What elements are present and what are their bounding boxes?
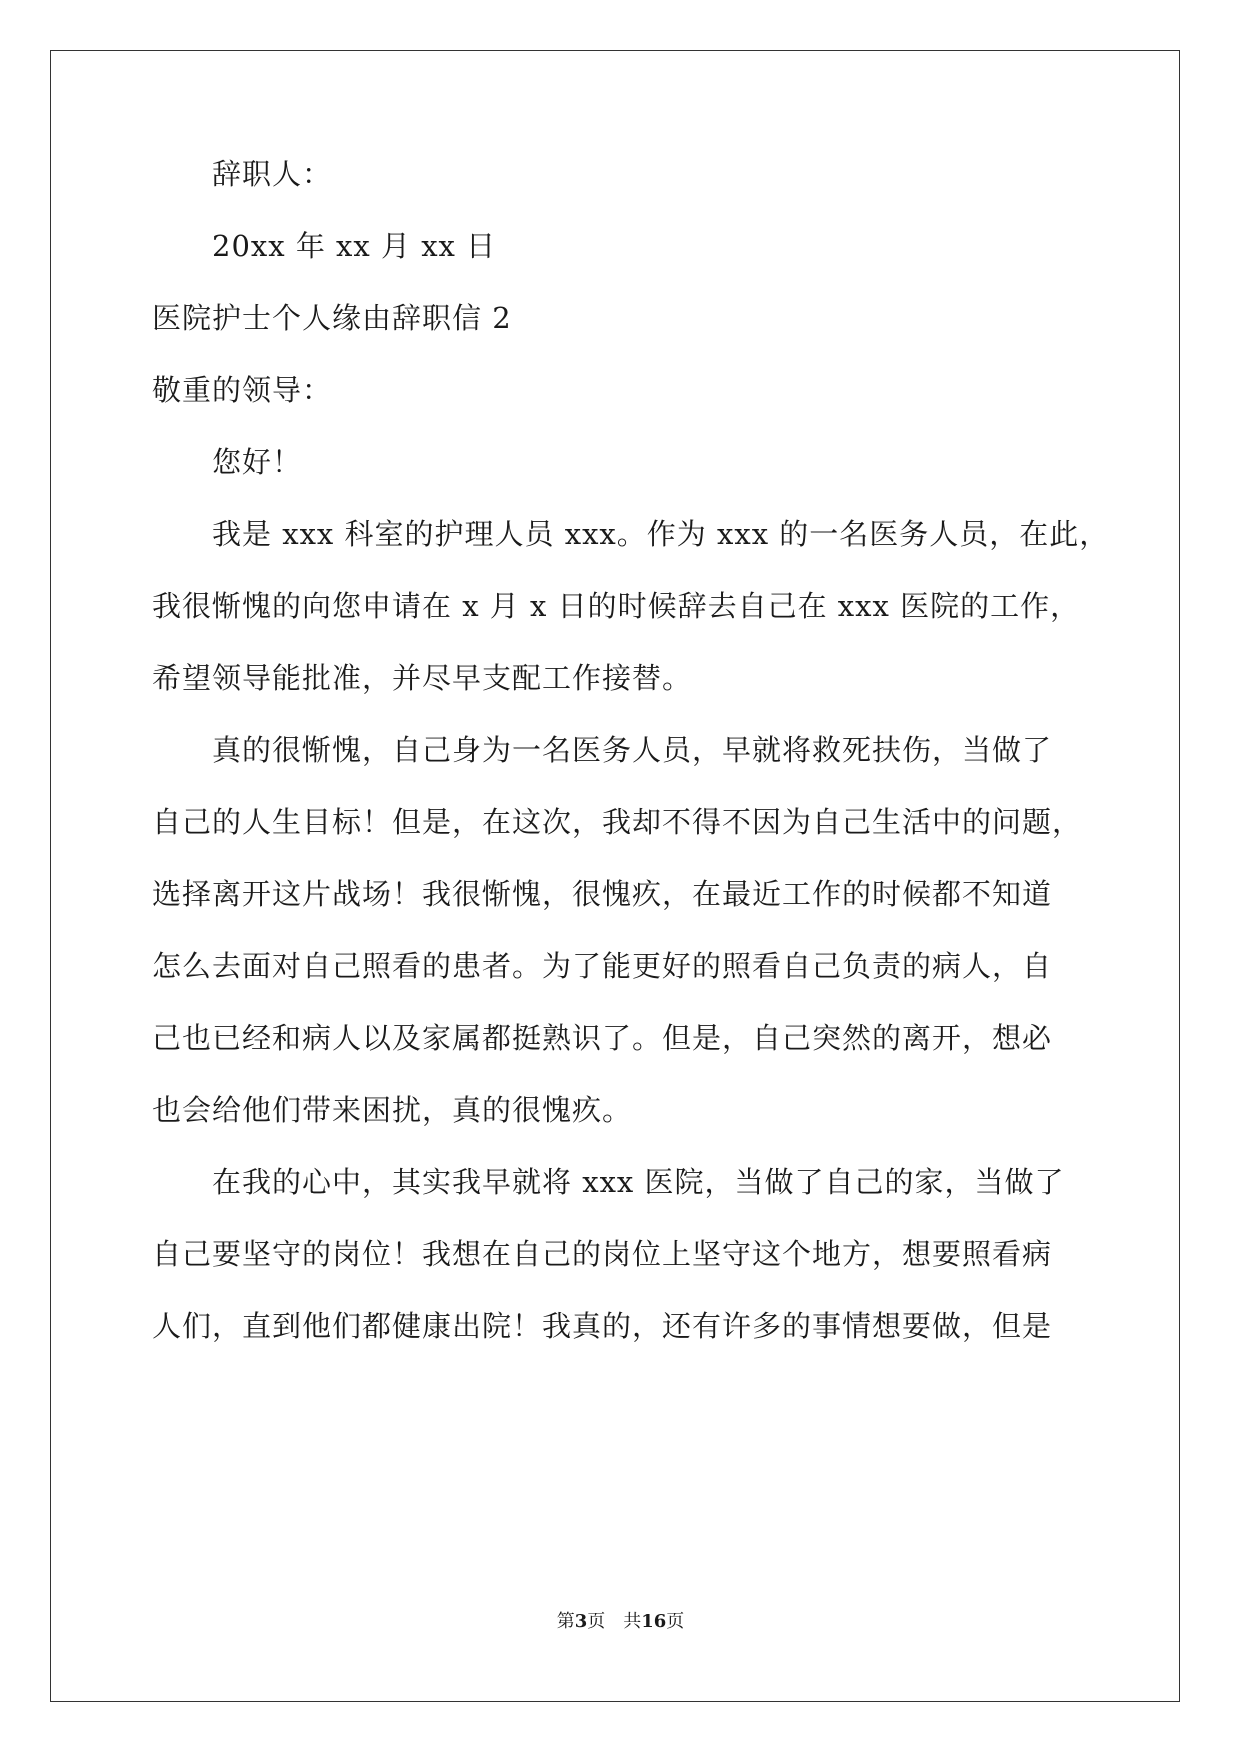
total-suffix: 页: [666, 1611, 685, 1632]
greeting: 您好！: [212, 445, 303, 479]
body-line: 己也已经和病人以及家属都挺熟识了。但是，自己突然的离开，想必: [152, 1021, 1053, 1055]
signature-date: 20xx 年 xx 月 xx 日: [212, 229, 497, 263]
current-page-number: 3: [574, 1611, 588, 1632]
page-footer: [0, 1610, 1241, 1634]
total-page-number: 16: [641, 1611, 667, 1632]
body-line: 我是 xxx 科室的护理人员 xxx。作为 xxx 的一名医务人员，在此，: [212, 517, 1110, 551]
page-suffix: 页: [587, 1611, 606, 1632]
body-line: 在我的心中，其实我早就将 xxx 医院，当做了自己的家，当做了: [212, 1165, 1065, 1199]
total-prefix: 共: [623, 1611, 642, 1632]
body-line: 怎么去面对自己照看的患者。为了能更好的照看自己负责的病人，自: [152, 949, 1053, 983]
body-line: 人们，直到他们都健康出院！我真的，还有许多的事情想要做，但是: [152, 1309, 1053, 1343]
body-line: 真的很惭愧，自己身为一名医务人员，早就将救死扶伤，当做了: [212, 733, 1053, 767]
body-line: 自己要坚守的岗位！我想在自己的岗位上坚守这个地方，想要照看病: [152, 1237, 1053, 1271]
signature-label: 辞职人：: [212, 157, 333, 191]
body-line: 也会给他们带来困扰，真的很愧疚。: [152, 1093, 633, 1127]
body-line: 我很惭愧的向您申请在 x 月 x 日的时候辞去自己在 xxx 医院的工作，: [152, 589, 1081, 623]
page-prefix: 第: [556, 1611, 575, 1632]
salutation: 敬重的领导：: [152, 373, 333, 407]
letter-title: 医院护士个人缘由辞职信 2: [152, 301, 512, 335]
body-line: 自己的人生目标！但是，在这次，我却不得不因为自己生活中的问题，: [152, 805, 1083, 839]
body-line: 希望领导能批准，并尽早支配工作接替。: [152, 661, 693, 695]
body-line: 选择离开这片战场！我很惭愧，很愧疚，在最近工作的时候都不知道: [152, 877, 1053, 911]
